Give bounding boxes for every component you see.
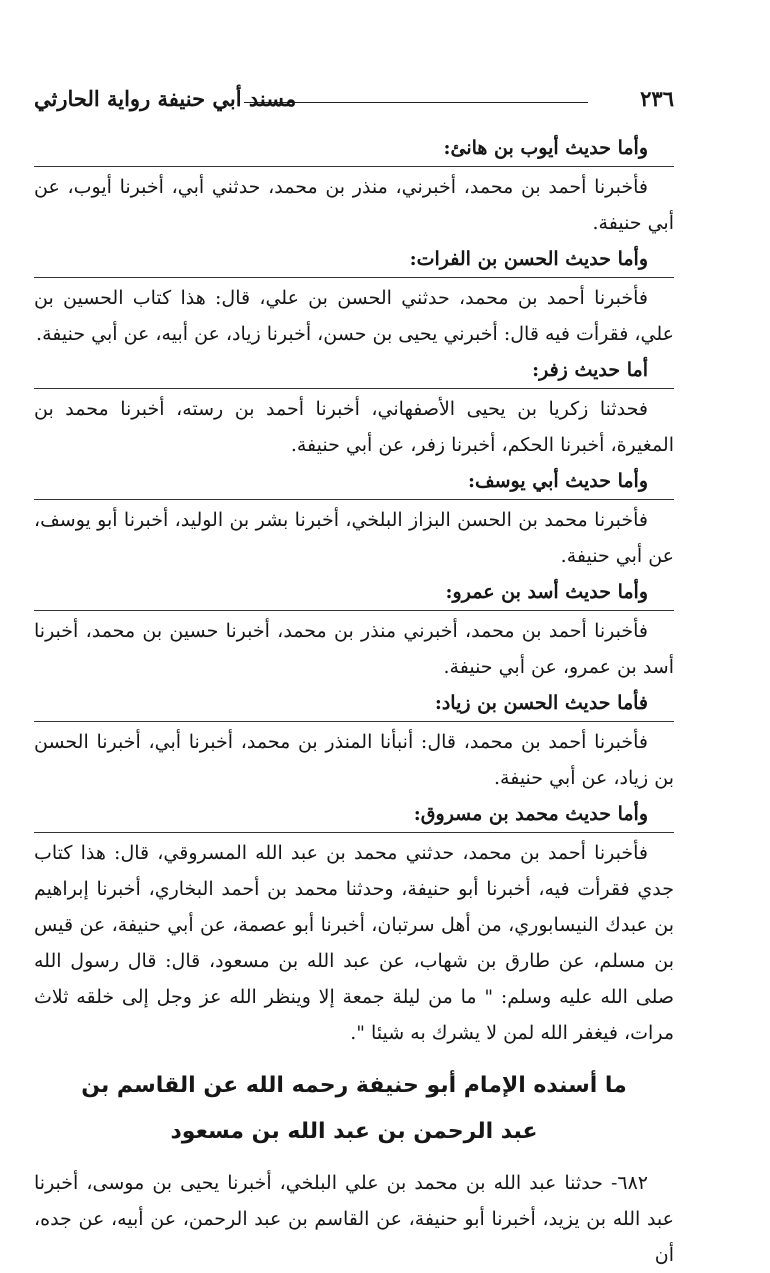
hadith-paragraph: فأخبرنا أحمد بن محمد، قال: أنبأنا المنذر بن محمد، أخبرنا أبي، أخبرنا الحسن بن زياد، عن أبي حنيفة. [34,731,674,789]
section-heading: وأما حديث الحسن بن الفرات: [409,248,648,270]
divider [34,610,674,611]
hadith-paragraph: فأخبرنا أحمد بن محمد، أخبرني، منذر بن محمد، حدثني أبي، أخبرنا أيوب، عن أبي حنيفة. [34,176,674,234]
hadith-paragraph: فأخبرنا محمد بن الحسن البزاز البلخي، أخبرنا بشر بن الوليد، أخبرنا أبو يوسف، عن أبي حنيفة. [34,509,674,567]
section-heading: فأما حديث الحسن بن زياد: [434,692,648,714]
divider [34,166,674,167]
section-heading: وأما حديث أبي يوسف: [467,470,648,492]
running-title: مسند أبي حنيفة رواية الحارثي [34,86,297,111]
section-heading: وأما حديث أيوب بن هانئ: [443,137,648,159]
section-heading: وأما حديث محمد بن مسروق: [413,803,648,825]
divider [34,388,674,389]
section-heading: وأما حديث أسد بن عمرو: [445,581,648,603]
section-heading: أما حديث زفر: [532,359,648,381]
page-number: ٢٣٦ [640,86,674,111]
chapter-title-line-2: عبد الرحمن بن عبد الله بن مسعود [170,1119,538,1144]
running-header [34,86,674,122]
divider [34,721,674,722]
divider [34,277,674,278]
chapter-title-line-1: ما أسنده الإمام أبو حنيفة رحمه الله عن القاسم بن [81,1073,627,1098]
divider [34,832,674,833]
hadith-paragraph: فأخبرنا أحمد بن محمد، حدثني الحسن بن علي، قال: هذا كتاب الحسين بن علي، فقرأت فيه قال: أخبرني يحيى بن حسن، أخبرنا زياد، عن أبيه، عن أبي حنيفة. [34,287,674,345]
page-body [34,130,674,1273]
hadith-paragraph: فحدثنا زكريا بن يحيى الأصفهاني، أخبرنا أحمد بن رسته، أخبرنا محمد بن المغيرة، أخبرنا الحكم، أخبرنا زفر، عن أبي حنيفة. [34,398,674,456]
hadith-paragraph: فأخبرنا أحمد بن محمد، حدثني محمد بن عبد الله المسروقي، قال: هذا كتاب جدي فقرأت فيه، أخبرنا أبو حنيفة، وحدثنا محمد بن أحمد البخاري، أخبرنا إبراهيم بن عبدك النيسابوري، من أهل سرتبان، أخبرنا أبو عصمة، عن أبي حنيفة، عن قيس بن مسلم، عن طارق بن شهاب، عن عبد الله بن مسعود، قال: قال رسول الله صلى الله عليه وسلم: " ما من ليلة جمعة إلا وينظر الله عز وجل إلى خلقه ثلاث مرات، فيغفر الله لمن لا يشرك به شيئا ". [34,842,674,1044]
hadith-paragraph: فأخبرنا أحمد بن محمد، أخبرني منذر بن محمد، أخبرنا حسين بن محمد، أخبرنا أسد بن عمرو، عن أبي حنيفة. [34,620,674,678]
hadith-paragraph-682: ٦٨٢- حدثنا عبد الله بن محمد بن علي البلخي، أخبرنا يحيى بن موسى، أخبرنا عبد الله بن يزيد، أخبرنا أبو حنيفة، عن القاسم بن عبد الرحمن، عن أبيه، عن جده، أن [34,1172,674,1266]
divider [34,499,674,500]
